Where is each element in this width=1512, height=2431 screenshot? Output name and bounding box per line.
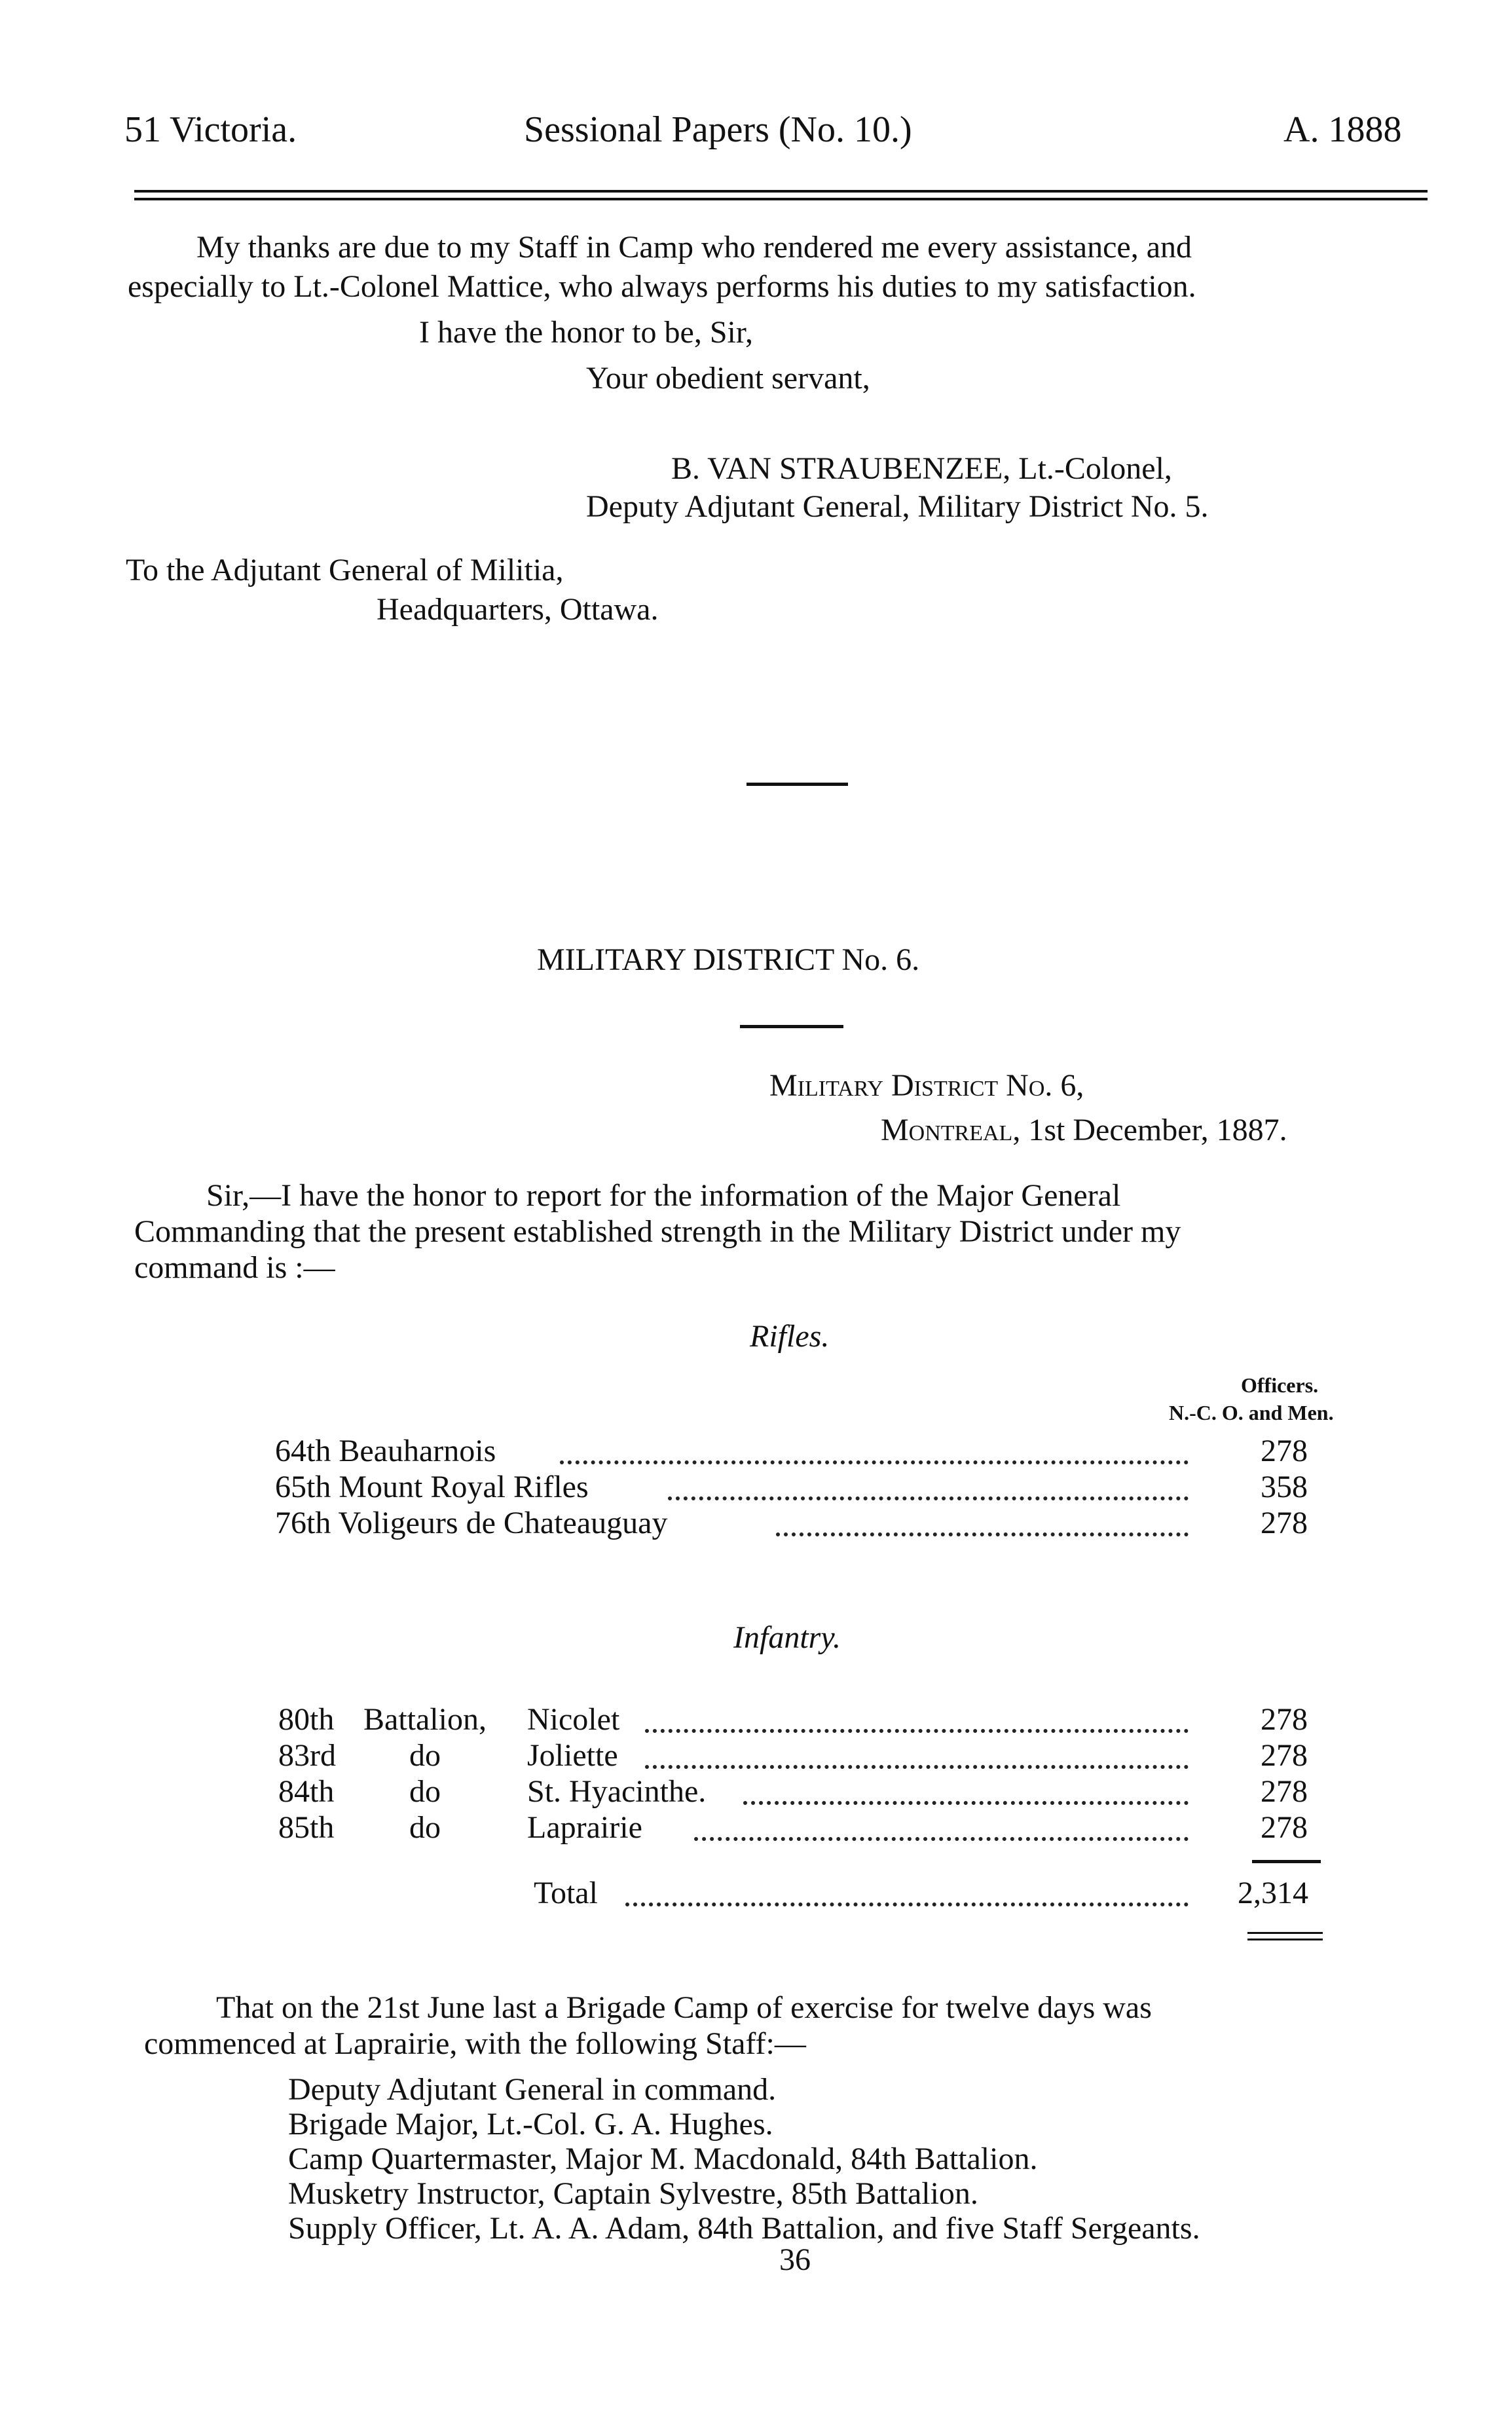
infantry-row-value: 278 [1261,1774,1308,1809]
letter-para-line1: My thanks are due to my Staff in Camp who rendered me every assistance, and [196,230,1192,265]
infantry-heading: Infantry. [733,1620,841,1655]
staff-list-item: Camp Quartermaster, Major M. Macdonald, 84th Battalion. [288,2142,1038,2176]
section-divider [747,783,848,786]
rifles-heading: Rifles. [750,1319,830,1354]
infantry-row-unit: Battalion, [363,1702,487,1737]
leader-dots [743,1801,1189,1805]
infantry-row-place: Laprairie [527,1810,642,1845]
infantry-row-num: 83rd [278,1738,336,1773]
infantry-row-num: 84th [278,1774,335,1809]
leader-dots [645,1729,1189,1733]
infantry-row-num: 80th [278,1702,335,1737]
infantry-row-place: Nicolet [527,1702,620,1737]
infantry-row-unit: do [409,1810,441,1845]
leader-dots [776,1532,1189,1536]
address-line2: Headquarters, Ottawa. [377,592,659,627]
signature-title: Deputy Adjutant General, Military District No. 5. [586,489,1209,524]
intro-line2: Commanding that the present established strength in the Military District under my [134,1214,1181,1249]
infantry-row-num: 85th [278,1810,335,1845]
header-year: A. 1888 [1283,109,1402,150]
rifles-row-name: 76th Voligeurs de Chateauguay [275,1506,668,1540]
staff-list-item: Deputy Adjutant General in command. [288,2072,777,2107]
header-title: Sessional Papers (No. 10.) [524,109,912,150]
letter-closing: I have the honor to be, Sir, [419,315,753,350]
leader-dots [625,1902,1189,1906]
total-rule [1252,1860,1321,1863]
leader-dots [645,1765,1189,1769]
rifles-row-value: 278 [1261,1434,1308,1468]
camp-line1: That on the 21st June last a Brigade Camp of exercise for twelve days was [216,1990,1152,2025]
leader-dots [560,1460,1189,1464]
heading-divider [740,1025,843,1028]
letter-closing-servant: Your obedient servant, [586,361,870,396]
camp-line2: commenced at Laprairie, with the following Staff:— [144,2026,806,2061]
col-header-nco-men: N.-C. O. and Men. [1169,1401,1334,1424]
total-label: Total [534,1876,598,1910]
rifles-row-value: 278 [1261,1506,1308,1540]
dateline-place-date: Montreal, 1st December, 1887. [881,1113,1287,1147]
total-double-rule-1 [1247,1932,1323,1934]
staff-list-item: Supply Officer, Lt. A. A. Adam, 84th Battalion, and five Staff Sergeants. [288,2211,1200,2246]
rifles-row-value: 358 [1261,1470,1308,1504]
header-rule-top [134,190,1428,193]
total-value: 2,314 [1238,1876,1308,1910]
infantry-row-place: Joliette [527,1738,618,1773]
rifles-row-name: 65th Mount Royal Rifles [275,1470,589,1504]
letter-para-line2: especially to Lt.-Colonel Mattice, who always performs his duties to my satisfaction. [128,269,1196,304]
infantry-row-unit: do [409,1774,441,1809]
page-number: 36 [779,2242,811,2277]
infantry-row-unit: do [409,1738,441,1773]
address-line1: To the Adjutant General of Militia, [126,553,564,587]
infantry-row-value: 278 [1261,1738,1308,1773]
total-double-rule-2 [1247,1939,1323,1940]
district-heading: MILITARY DISTRICT No. 6. [537,942,920,977]
col-header-officers: Officers. [1241,1373,1319,1397]
staff-list-item: Brigade Major, Lt.-Col. G. A. Hughes. [288,2107,773,2142]
intro-line1: Sir,—I have the honor to report for the information of the Major General [206,1178,1121,1213]
intro-line3: command is :— [134,1250,335,1285]
signature: B. VAN STRAUBENZEE, Lt.-Colonel, [671,451,1172,486]
staff-list-item: Musketry Instructor, Captain Sylvestre, 85th Battalion. [288,2176,978,2211]
dateline-district: Military District No. 6, [769,1068,1084,1103]
infantry-row-value: 278 [1261,1702,1308,1737]
leader-dots [694,1837,1189,1841]
header-volume: 51 Victoria. [124,109,297,150]
infantry-row-place: St. Hyacinthe. [527,1774,707,1809]
rifles-row-name: 64th Beauharnois [275,1434,496,1468]
header-rule-bottom [134,198,1428,200]
infantry-row-value: 278 [1261,1810,1308,1845]
leader-dots [668,1496,1189,1500]
